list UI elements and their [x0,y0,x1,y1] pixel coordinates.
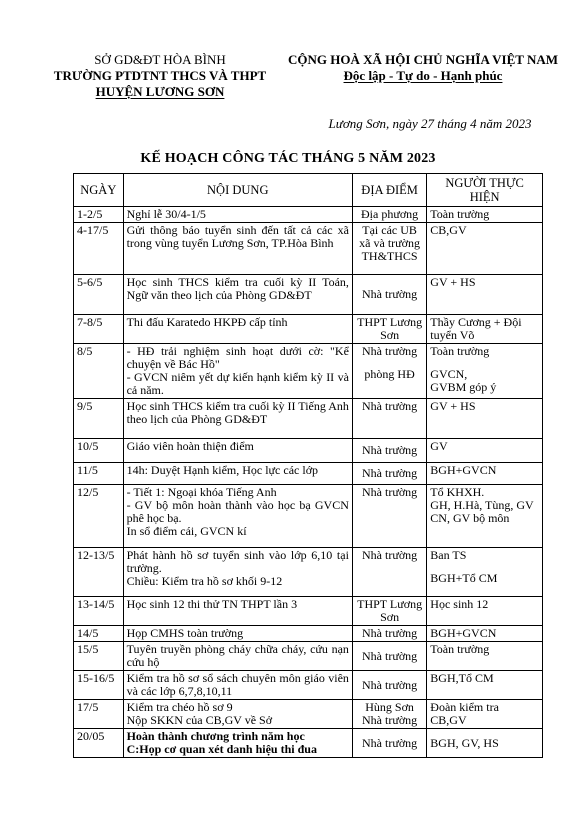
content-line: Phát hành hồ sơ tuyển sinh vào lớp 6,10 tại trường. [126,548,349,575]
row-date: 17/5 [74,700,124,729]
content-line: In sổ điểm cái, GVCN kí [126,524,247,538]
row-content [123,626,352,642]
document-title: KẾ HOẠCH CÔNG TÁC THÁNG 5 NĂM 2023 [140,151,436,166]
table-row [74,207,543,223]
place-line: Tại các UB xã và trường TH&THCS [359,223,421,263]
row-who [427,700,543,729]
content-line: Chiều: Kiểm tra hồ sơ khối 9-12 [126,574,283,588]
who-line: CB,GV [430,223,467,237]
table-row [74,597,543,626]
who-line: CB,GV [430,713,467,727]
row-place [352,671,426,700]
place-line: Nhà trường [362,548,418,562]
row-date: 11/5 [74,463,124,485]
who-line: GV + HS [430,399,476,413]
national-header [278,52,568,84]
row-who [427,548,543,597]
who-line: GH, H.Hà, Tùng, GV CN, GV bộ môn [430,498,534,525]
table-row [74,485,543,548]
content-line: Học sinh THCS kiểm tra cuối kỳ II Toán, Ngữ văn theo lịch của Phòng GD&ĐT [126,275,349,302]
row-place [352,344,426,399]
row-place [352,597,426,626]
place-line: Nhà trường [362,626,418,640]
table-row [74,729,543,758]
who-line: GVCN, [430,367,468,381]
row-who [427,344,543,399]
table-row [74,344,543,399]
row-place [352,548,426,597]
content-line: Học sinh 12 thi thử TN THPT lần 3 [126,597,298,611]
row-who [427,399,543,439]
header-content: NỘI DUNG [123,174,352,207]
content-line: C:Họp cơ quan xét danh hiệu thi đua [126,742,317,756]
row-date: 1-2/5 [74,207,124,223]
issuer-header [40,52,280,100]
row-place [352,399,426,439]
row-date: 9/5 [74,399,124,439]
table-row [74,671,543,700]
row-content [123,463,352,485]
place-line: Nhà trường [362,485,418,499]
row-place [352,207,426,223]
row-who [427,671,543,700]
motto: Độc lập - Tự do - Hạnh phúc [343,68,503,83]
table-row [74,626,543,642]
who-line: GVBM góp ý [430,380,497,394]
content-line: Kiểm tra chéo hồ sơ 9 [126,700,233,714]
content-line: - HĐ trải nghiệm sinh hoạt dưới cờ: "Kể chuyện về Bác Hồ" [126,344,349,371]
row-who [427,626,543,642]
school-name: TRƯỜNG PTDTNT THCS VÀ THPT [53,68,267,83]
table-row [74,399,543,439]
row-who [427,223,543,275]
content-line: - Tiết 1: Ngoại khóa Tiếng Anh [126,485,277,499]
row-who [427,207,543,223]
row-place [352,463,426,485]
header-who: NGƯỜI THỰC HIỆN [427,174,543,207]
table-row [74,548,543,597]
content-line: Thi đấu Karatedo HKPĐ cấp tỉnh [126,315,288,329]
row-content [123,729,352,758]
place-line: Nhà trường [362,648,418,663]
header-date: NGÀY [74,174,124,207]
place-line: Nhà trường [362,344,418,358]
row-date: 7-8/5 [74,315,124,344]
row-who [427,439,543,463]
row-who [427,463,543,485]
row-place [352,439,426,463]
table-row [74,223,543,275]
content-line: Họp CMHS toàn trường [126,626,244,640]
content-line: Giáo viên hoàn thiện điểm [126,439,254,453]
place-line: Hùng Sơn [365,700,414,714]
row-place [352,642,426,671]
row-who [427,275,543,315]
department-name: SỞ GD&ĐT HÒA BÌNH [94,52,226,67]
row-place [352,315,426,344]
table-row [74,642,543,671]
row-date: 15-16/5 [74,671,124,700]
content-line: Học sinh THCS kiểm tra cuối kỳ II Tiếng Anh theo lịch của Phòng GD&ĐT [126,399,349,426]
row-content [123,223,352,275]
who-line: BGH, GV, HS [430,735,499,750]
row-place [352,700,426,729]
row-date: 4-17/5 [74,223,124,275]
who-line: Ban TS [430,548,467,562]
row-date: 8/5 [74,344,124,399]
row-date: 14/5 [74,626,124,642]
place-line: Nhà trường [362,287,418,301]
row-content [123,439,352,463]
who-line: BGH+Tổ CM [430,571,498,585]
who-line: Đoàn kiểm tra [430,700,499,714]
row-date: 12-13/5 [74,548,124,597]
row-who [427,597,543,626]
content-line: 14h: Duyệt Hạnh kiểm, Học lực các lớp [126,463,319,477]
header-place: ĐỊA ĐIỂM [352,174,426,207]
row-date: 10/5 [74,439,124,463]
row-place [352,275,426,315]
who-line: Tổ KHXH. [430,485,485,499]
content-line: - GV bộ môn hoàn thành vào học bạ GVCN phê học bạ. [126,498,349,525]
who-line: Học sinh 12 [430,597,489,611]
who-line: Toàn trường [430,344,490,358]
table-body [74,207,543,758]
row-place [352,223,426,275]
row-content [123,671,352,700]
who-line: Toàn trường [430,207,490,221]
place-line: Nhà trường [362,399,418,413]
row-who [427,642,543,671]
content-line: Gửi thông báo tuyển sinh đến tất cả các xã trong vùng tuyển Lương Sơn, TP.Hòa Bình [126,223,349,250]
who-line: Toàn trường [430,642,490,656]
country-name: CỘNG HOÀ XÃ HỘI CHỦ NGHĨA VIỆT NAM [287,52,559,67]
row-content [123,485,352,548]
row-date: 13-14/5 [74,597,124,626]
content-line: Kiểm tra hồ sơ sổ sách chuyên môn giáo viên và các lớp 6,7,8,10,11 [126,671,349,698]
district-name: HUYỆN LƯƠNG SƠN [95,84,225,99]
table-row [74,275,543,315]
content-line: Tuyên truyền phòng cháy chữa cháy, cứu nạn cứu hộ [126,642,349,669]
row-place [352,626,426,642]
place-line: Nhà trường [362,443,418,457]
row-place [352,729,426,758]
row-place [352,485,426,548]
row-date: 15/5 [74,642,124,671]
row-content [123,315,352,344]
plan-table [73,173,543,758]
row-date: 20/05 [74,729,124,758]
place-line: Địa phương [361,207,419,221]
content-line: Nghỉ lễ 30/4-1/5 [126,207,206,221]
place-line: Nhà trường [362,735,418,750]
who-line: BGH,Tổ CM [430,671,494,685]
who-line: BGH+GVCN [430,463,497,477]
table-row [74,315,543,344]
place-line: Nhà trường [362,466,418,480]
table-row [74,700,543,729]
row-who [427,485,543,548]
row-content [123,548,352,597]
row-content [123,700,352,729]
place-line: phòng HĐ [364,367,415,381]
who-line: BGH+GVCN [430,626,497,640]
place-line: THPT Lương Sơn [357,597,423,624]
content-line: Hoàn thành chương trình năm học [126,729,305,743]
place-line: Nhà trường [362,713,418,727]
table-header-row [74,174,543,207]
row-content [123,275,352,315]
who-line: Thầy Cương + Đội tuyển Võ [430,315,522,342]
table-row [74,439,543,463]
row-content [123,642,352,671]
row-who [427,315,543,344]
place-line: THPT Lương Sơn [357,315,423,342]
who-line: GV [430,439,448,453]
row-content [123,597,352,626]
place-date: Lương Sơn, ngày 27 tháng 4 năm 2023 [328,116,532,131]
row-who [427,729,543,758]
row-content [123,399,352,439]
table-row [74,463,543,485]
row-content [123,344,352,399]
who-line: GV + HS [430,275,476,289]
row-content [123,207,352,223]
content-line: Nộp SKKN của CB,GV về Sở [126,713,273,727]
place-line: Nhà trường [362,677,418,692]
row-date: 12/5 [74,485,124,548]
content-line: - GVCN niêm yết dự kiến hạnh kiểm kỳ II và cả năm. [126,370,349,397]
row-date: 5-6/5 [74,275,124,315]
